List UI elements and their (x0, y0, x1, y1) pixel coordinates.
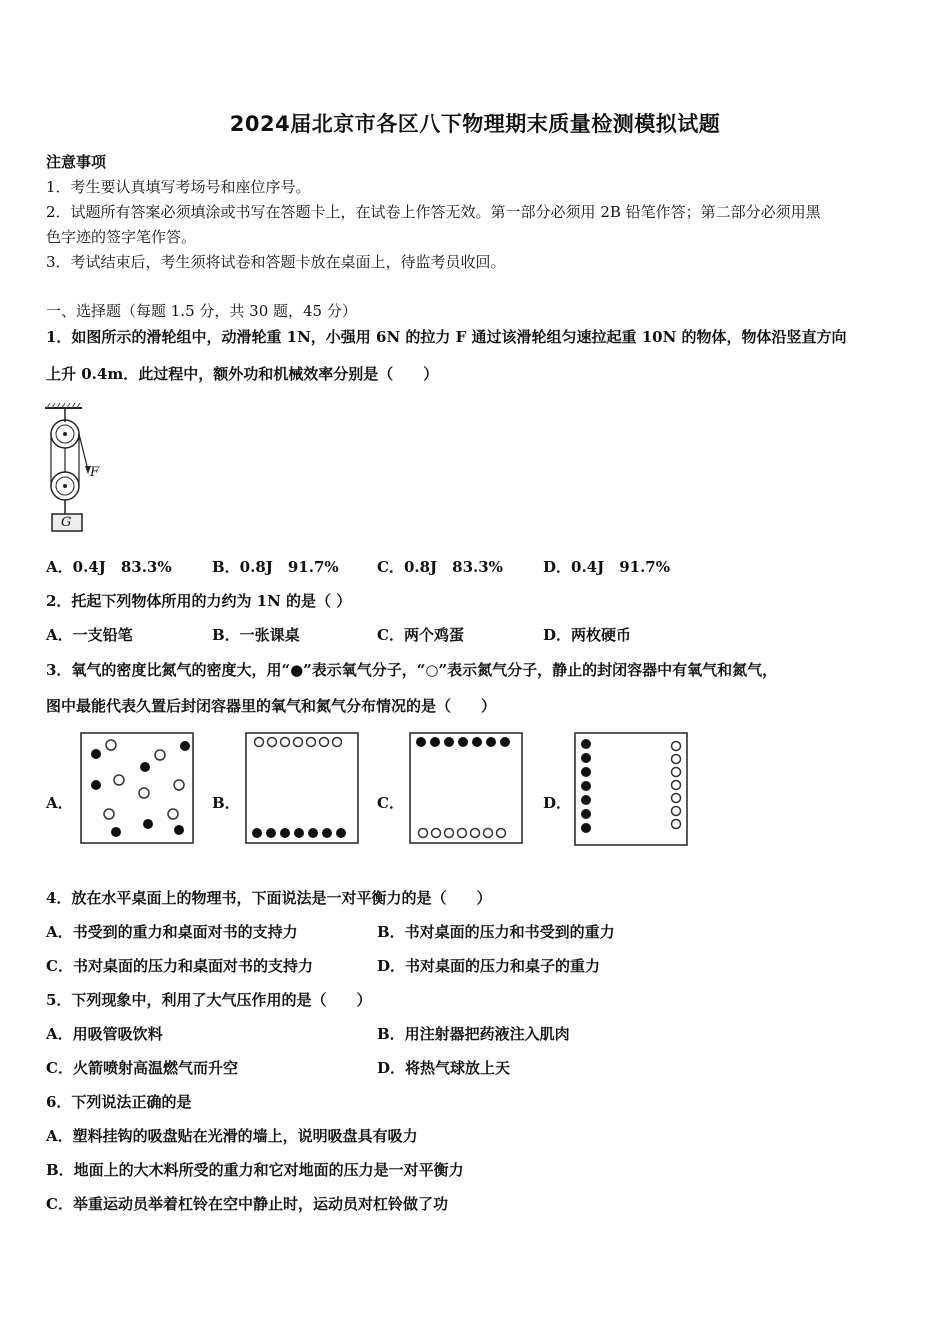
q4-option-d: D．书对桌面的压力和桌子的重力 (377, 957, 601, 975)
notice-heading: 注意事项 (46, 153, 107, 171)
container-b (245, 732, 361, 846)
q1-option-b: B．0.8J 91.7% (212, 558, 339, 576)
notice-item-2: 2．试题所有答案必须填涂或书写在答题卡上，在试卷上作答无效。第一部分必须用 2B 铅笔作答；第二部分必须用黑 (46, 203, 821, 221)
weight-label: G (61, 515, 72, 530)
q1-stem-line2: 上升 0.4m．此过程中，额外功和机械效率分别是（ ） (46, 365, 439, 383)
q4-option-b: B．书对桌面的压力和书受到的重力 (377, 923, 615, 941)
notice-item-1: 1．考生要认真填写考场号和座位序号。 (46, 178, 311, 196)
q3-label-b: B． (212, 794, 240, 812)
q2-option-d: D．两枚硬币 (543, 626, 632, 644)
q1-option-d: D．0.4J 91.7% (543, 558, 670, 576)
q2-option-a: A．一支铅笔 (46, 626, 133, 644)
q3-label-a: A． (46, 794, 73, 812)
q1-option-a: A．0.4J 83.3% (46, 558, 172, 576)
q5-option-c: C．火箭喷射高温燃气而升空 (46, 1059, 238, 1077)
q1-option-c: C．0.8J 83.3% (377, 558, 503, 576)
q5-stem: 5．下列现象中，利用了大气压作用的是（ ） (46, 991, 372, 1009)
q3-label-d: D． (543, 794, 572, 812)
section-heading: 一、选择题（每题 1.5 分，共 30 题，45 分） (46, 302, 357, 320)
q6-option-b: B．地面上的大木料所受的重力和它对地面的压力是一对平衡力 (46, 1161, 464, 1179)
q6-stem: 6．下列说法正确的是 (46, 1093, 192, 1111)
q1-stem-line1: 1．如图所示的滑轮组中，动滑轮重 1N，小强用 6N 的拉力 F 通过该滑轮组匀速拉起重 10N 的物体，物体沿竖直方向 (46, 328, 847, 346)
q6-option-c: C．举重运动员举着杠铃在空中静止时，运动员对杠铃做了功 (46, 1195, 448, 1213)
q2-stem: 2．托起下列物体所用的力约为 1N 的是（ ） (46, 592, 352, 610)
q5-option-a: A．用吸管吸饮料 (46, 1025, 163, 1043)
container-d (574, 732, 690, 848)
q2-option-c: C．两个鸡蛋 (377, 626, 464, 644)
q5-option-b: B．用注射器把药液注入肌肉 (377, 1025, 570, 1043)
q3-label-c: C． (377, 794, 404, 812)
q5-option-d: D．将热气球放上天 (377, 1059, 511, 1077)
notice-item-2-cont: 色字迹的签字笔作答。 (46, 228, 197, 246)
force-label: F (90, 465, 100, 480)
q6-option-a: A．塑料挂钩的吸盘贴在光滑的墙上，说明吸盘具有吸力 (46, 1127, 418, 1145)
q4-option-c: C．书对桌面的压力和桌面对书的支持力 (46, 957, 313, 975)
notice-item-3: 3．考试结束后，考生须将试卷和答题卡放在桌面上，待监考员收回。 (46, 253, 506, 271)
q4-stem: 4．放在水平桌面上的物理书，下面说法是一对平衡力的是（ ） (46, 889, 492, 907)
pulley-figure (40, 400, 110, 536)
container-c (409, 732, 525, 846)
page-title: 2024届北京市各区八下物理期末质量检测模拟试题 (229, 112, 721, 136)
q3-stem-line1: 3．氧气的密度比氮气的密度大，用“●”表示氧气分子，“○”表示氮气分子，静止的封闭容器中有氧气和氮气， (46, 661, 778, 679)
q2-option-b: B．一张课桌 (212, 626, 300, 644)
container-a (80, 732, 196, 846)
q4-option-a: A．书受到的重力和桌面对书的支持力 (46, 923, 298, 941)
q3-stem-line2: 图中最能代表久置后封闭容器里的氧气和氮气分布情况的是（ ） (46, 697, 497, 715)
